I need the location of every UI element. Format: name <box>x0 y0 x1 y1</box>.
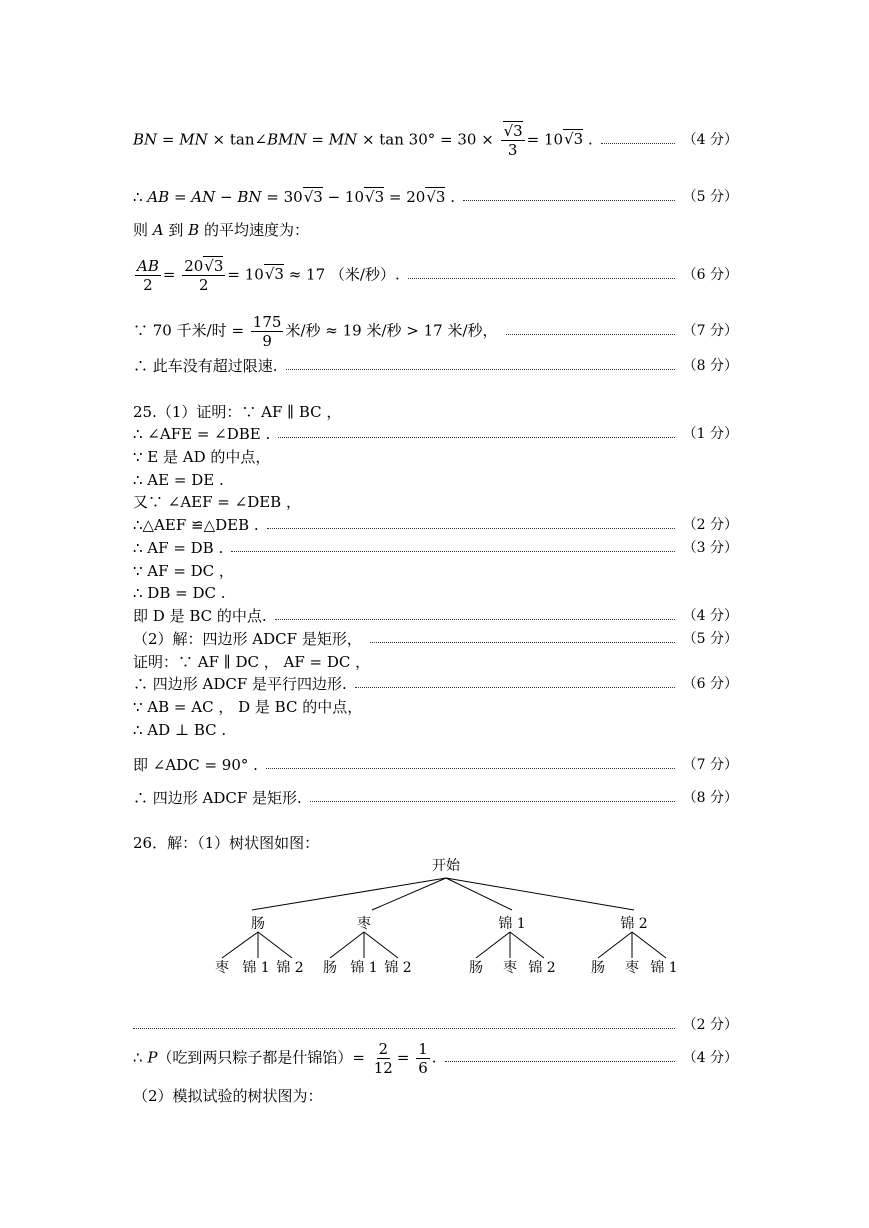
tree-leaf: 锦 2 <box>384 960 412 976</box>
tree-edge <box>222 932 258 958</box>
text: ∴ 四边形 ADCF 是矩形. <box>133 789 302 807</box>
proof-step <box>133 754 738 776</box>
tree-edge <box>446 878 634 910</box>
text: ∴ AF = DB . <box>133 539 224 557</box>
proof-step <box>133 423 738 445</box>
score-only-line <box>133 1014 738 1036</box>
formula-ab <box>133 186 738 208</box>
proof-step: 证明：∵ AF ∥ DC ， AF = DC ， <box>133 653 371 671</box>
tree-leaf: 肠 <box>591 960 605 976</box>
tree-leaf: 枣 <box>503 960 517 976</box>
score-label: （4 分） <box>682 1050 738 1066</box>
tree-edge <box>632 932 666 958</box>
score-label: （6 分） <box>682 267 738 283</box>
score-label: （7 分） <box>682 323 738 339</box>
score-label: （8 分） <box>682 790 738 806</box>
proof-step: ∴ DB = DC . <box>133 584 226 602</box>
fraction: √ $\frac{3}{3}$ <box>501 122 525 159</box>
tree-edge <box>372 878 446 910</box>
dot-leader <box>275 619 675 620</box>
formula-speed-text: $\frac{AB}{2}$ = $\frac{20√ 3}{2}$ = 10√ 3 ≈ 17 （米/秒）. <box>133 257 400 294</box>
score-label: （8 分） <box>682 358 738 374</box>
score-label: （3 分） <box>682 540 738 556</box>
score-label: （5 分） <box>682 631 738 647</box>
tree-root: 开始 <box>432 858 460 874</box>
proof-step: ∵ AB = AC ， D 是 BC 的中点， <box>133 698 363 716</box>
tree-edge <box>446 878 512 910</box>
dot-leader <box>310 801 675 802</box>
proof-step <box>133 605 738 627</box>
score-label: （2 分） <box>682 1017 738 1033</box>
fraction: $\frac{AB}{2}$ <box>137 256 159 294</box>
formula-compare <box>133 312 738 350</box>
tree-leaf: 锦 1 <box>650 960 678 976</box>
tree-leaf: 枣 <box>215 960 229 976</box>
score-label: （6 分） <box>682 676 738 692</box>
score-label: （4 分） <box>682 608 738 624</box>
dot-leader <box>266 768 675 769</box>
tree-edge <box>476 932 510 958</box>
formula-ab-text: ∴ AB = AN − BN = 30√ 3 − 10√ 3 = 20√ 3 . <box>133 186 455 208</box>
proof-step <box>133 514 738 536</box>
proof-step <box>133 537 738 559</box>
formula-compare-text: ∵ 70 千米/时 = $\frac{175}{9}$ 米/秒 ≈ 19 米/秒 > 17 米/秒， <box>133 312 498 350</box>
tree-leaf: 锦 1 <box>242 960 270 976</box>
dot-leader <box>601 143 675 144</box>
score-label: （4 分） <box>682 132 738 148</box>
tree-node: 肠 <box>251 916 265 932</box>
fraction: $\frac{2}{12}$ <box>373 1039 393 1077</box>
tree-edge <box>258 932 292 958</box>
fraction: $\frac{20√ 3}{2}$ <box>182 257 225 294</box>
tree-node: 锦 2 <box>620 916 648 932</box>
proof-step: ∴ AE = DE . <box>133 471 224 489</box>
text: 即 D 是 BC 的中点. <box>133 607 267 625</box>
tree-edge <box>364 932 398 958</box>
tree-leaf: 锦 2 <box>276 960 304 976</box>
tree-leaf: 枣 <box>625 960 639 976</box>
formula-bn <box>133 121 738 159</box>
tree-node: 枣 <box>357 916 371 932</box>
conclusion-speed <box>133 355 738 377</box>
q25-heading: 25.（1）证明：∵ AF ∥ BC ， <box>133 403 342 421</box>
text: ∴ 此车没有超过限速. <box>133 357 278 375</box>
text: ∴ ∠AFE = ∠DBE . <box>133 425 271 443</box>
dot-leader <box>408 278 675 279</box>
dot-leader <box>355 687 675 688</box>
text: （2）解：四边形 ADCF 是矩形， <box>133 630 362 648</box>
proof-step <box>133 628 738 650</box>
proof-step <box>133 673 738 695</box>
probability-result <box>133 1039 738 1077</box>
score-label: （2 分） <box>682 517 738 533</box>
dot-leader <box>231 551 674 552</box>
tree-leaf: 锦 1 <box>350 960 378 976</box>
probability-text: ∴ P（吃到两只粽子都是什锦馅）= $\frac{2}{12}$ = $\frac{1}{6}$ . <box>133 1039 437 1077</box>
dot-leader <box>267 528 675 529</box>
fraction: $\frac{1}{6}$ <box>418 1039 428 1077</box>
proof-step: ∵ E 是 AD 的中点， <box>133 448 271 466</box>
score-label: （1 分） <box>682 426 738 442</box>
dot-leader <box>370 642 675 643</box>
proof-step: ∴ AD ⊥ BC . <box>133 721 227 739</box>
speed-intro: 则 A 到 B 的平均速度为： <box>133 221 309 239</box>
dot-leader <box>133 1028 675 1029</box>
score-label: （5 分） <box>682 189 738 205</box>
formula-bn-text: BN = MN × tan∠BMN = MN × tan 30° = 30 × √ $\frac{3}{3}$ = 10√ 3 . <box>133 122 593 159</box>
text: 即 ∠ADC = 90° . <box>133 756 258 774</box>
tree-leaf: 肠 <box>469 960 483 976</box>
tree-edge <box>598 932 632 958</box>
dot-leader <box>506 334 675 335</box>
text: ∴ 四边形 ADCF 是平行四边形. <box>133 675 347 693</box>
score-label: （7 分） <box>682 757 738 773</box>
proof-step: 又∵ ∠AEF = ∠DEB ， <box>133 493 301 511</box>
tree-leaf: 锦 2 <box>528 960 556 976</box>
proof-step: ∵ AF = DC ， <box>133 562 234 580</box>
dot-leader <box>286 369 675 370</box>
dot-leader <box>463 200 675 201</box>
q26-heading: 26．解：（1）树状图如图： <box>133 834 320 852</box>
tree-leaf: 肠 <box>323 960 337 976</box>
tree-edge <box>510 932 544 958</box>
tree-edge <box>252 878 446 910</box>
formula-speed <box>133 256 738 294</box>
q26-part2: （2）模拟试验的树状图为： <box>133 1087 323 1105</box>
dot-leader <box>445 1061 675 1062</box>
fraction: $\frac{175}{9}$ <box>252 312 282 350</box>
tree-edge <box>330 932 364 958</box>
proof-step <box>133 787 738 809</box>
tree-node: 锦 1 <box>498 916 526 932</box>
dot-leader <box>278 437 674 438</box>
text: ∴△AEF ≌△DEB . <box>133 516 259 534</box>
tree-diagram <box>0 850 869 980</box>
